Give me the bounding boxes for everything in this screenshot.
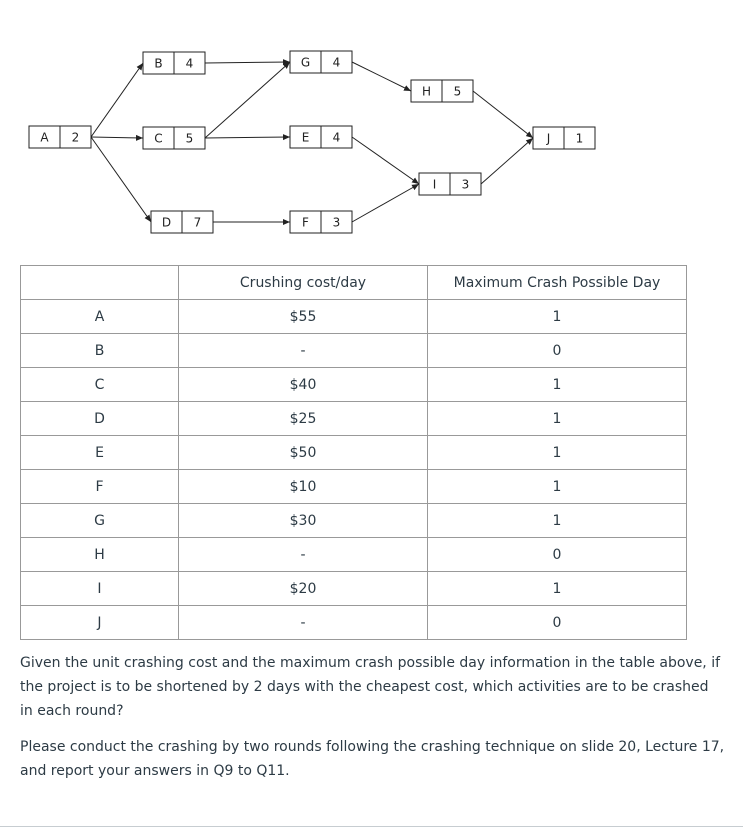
cost-cell: $50 [179,436,428,470]
table-row [21,368,687,402]
edge-h-j [473,91,533,138]
node-label: A [40,130,49,145]
activity-cell: I [21,572,179,606]
table-row [21,470,687,504]
node-duration: 4 [185,56,194,71]
table-header-row [21,266,687,300]
cost-cell: $40 [179,368,428,402]
instruction-paragraph: Please conduct the crashing by two rounds following the crashing technique on slide 20, Lecture 17, and report your answers in Q9 to Q11. [20,739,725,779]
node-label: I [432,177,437,192]
max-crash-cell: 0 [428,606,687,640]
cost-cell: - [179,334,428,368]
node-duration: 3 [332,215,341,230]
node-b [143,52,205,74]
node-label: J [546,131,551,146]
edge-a-d [91,137,151,222]
node-label: F [302,215,309,230]
activity-cell: A [21,300,179,334]
node-duration: 5 [453,84,462,99]
edge-a-b [91,63,143,137]
max-crash-cell: 1 [428,300,687,334]
node-label: B [154,56,163,71]
network-nodes [29,51,595,233]
max-crash-cell: 1 [428,402,687,436]
cost-cell: $30 [179,504,428,538]
network-diagram [0,0,743,260]
activity-cell: H [21,538,179,572]
node-label: H [421,84,432,99]
node-label: D [161,215,172,230]
node-a [29,126,91,148]
edge-e-i [352,137,419,184]
crash-table [20,265,687,640]
cost-cell: $25 [179,402,428,436]
node-duration: 3 [461,177,470,192]
table-row [21,504,687,538]
node-h [411,80,473,102]
edge-f-i [352,184,419,222]
edge-b-g [205,62,290,63]
node-duration: 1 [575,131,584,146]
node-j [533,127,595,149]
node-c [143,127,205,149]
activity-cell: C [21,368,179,402]
node-duration: 5 [185,131,194,146]
table-row [21,606,687,640]
edge-c-g [205,62,290,138]
edge-i-j [481,138,533,184]
cost-cell: - [179,606,428,640]
edge-c-e [205,137,290,138]
max-crash-cell: 1 [428,368,687,402]
divider [0,826,743,827]
edge-g-h [352,62,411,91]
edge-a-c [91,137,143,138]
activity-cell: D [21,402,179,436]
node-duration: 2 [71,130,80,145]
table-row [21,334,687,368]
activity-cell: E [21,436,179,470]
activity-cell: B [21,334,179,368]
question-paragraph: Given the unit crashing cost and the maximum crash possible day information in the table above, if the project is to be shortened by 2 days with the cheapest cost, which activities are to be crashed in each round? [20,655,721,719]
table-header-max-crash: Maximum Crash Possible Day [428,266,687,300]
cost-cell: - [179,538,428,572]
activity-cell: F [21,470,179,504]
max-crash-cell: 0 [428,334,687,368]
node-i [419,173,481,195]
node-label: G [300,55,311,70]
table-row [21,300,687,334]
table-row [21,402,687,436]
cost-cell: $10 [179,470,428,504]
cost-cell: $55 [179,300,428,334]
table-header-activity [21,266,179,300]
node-duration: 4 [332,130,341,145]
table-row [21,436,687,470]
max-crash-cell: 1 [428,572,687,606]
node-duration: 7 [193,215,202,230]
table-row [21,538,687,572]
node-f [290,211,352,233]
node-duration: 4 [332,55,341,70]
activity-cell: J [21,606,179,640]
node-label: C [154,131,163,146]
max-crash-cell: 1 [428,504,687,538]
table-row [21,572,687,606]
node-label: E [301,130,310,145]
node-e [290,126,352,148]
node-d [151,211,213,233]
cost-cell: $20 [179,572,428,606]
max-crash-cell: 0 [428,538,687,572]
max-crash-cell: 1 [428,436,687,470]
node-g [290,51,352,73]
table-header-cost: Crushing cost/day [179,266,428,300]
max-crash-cell: 1 [428,470,687,504]
activity-cell: G [21,504,179,538]
